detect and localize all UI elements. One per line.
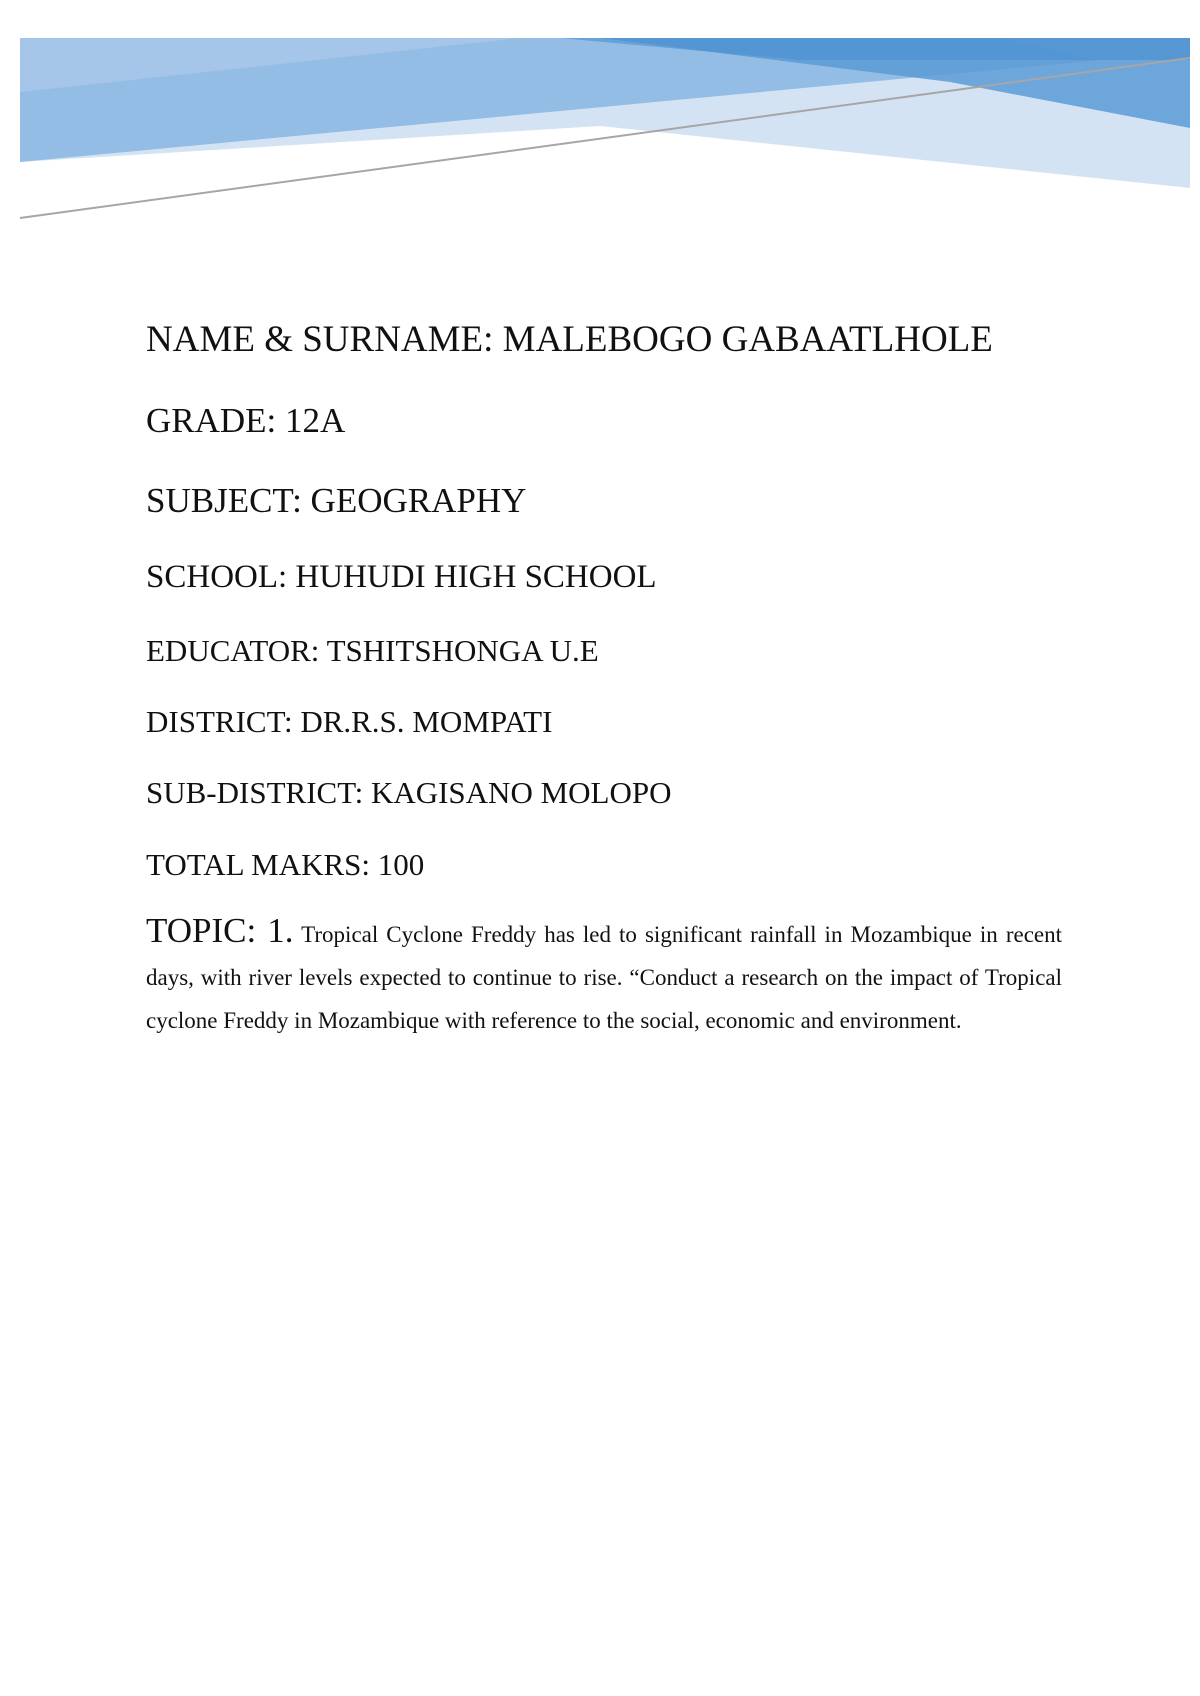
header-banner: [0, 0, 1200, 240]
district-field: DISTRICT: DR.R.S. MOMPATI: [146, 704, 553, 740]
name-field: NAME & SURNAME: MALEBOGO GABAATLHOLE: [146, 319, 993, 360]
grade-field: GRADE: 12A: [146, 401, 346, 441]
sub-district-field: SUB-DISTRICT: KAGISANO MOLOPO: [146, 775, 672, 811]
subject-field: SUBJECT: GEOGRAPHY: [146, 481, 527, 521]
educator-field: EDUCATOR: TSHITSHONGA U.E: [146, 632, 599, 668]
topic-label: TOPIC: 1.: [146, 910, 294, 950]
school-field: SCHOOL: HUHUDI HIGH SCHOOL: [146, 559, 657, 596]
total-marks-field: TOTAL MAKRS: 100: [146, 846, 425, 882]
topic-paragraph: [146, 909, 1062, 1042]
cover-details: [146, 318, 1062, 1042]
topic-text: Tropical Cyclone Freddy has led to significant rainfall in Mozambique in recent days, with river levels expected to continue to rise. “Conduct a research on the impact of Tropical cyclone Freddy in Mozambique with reference to the social, economic and environment.: [146, 921, 1063, 1033]
